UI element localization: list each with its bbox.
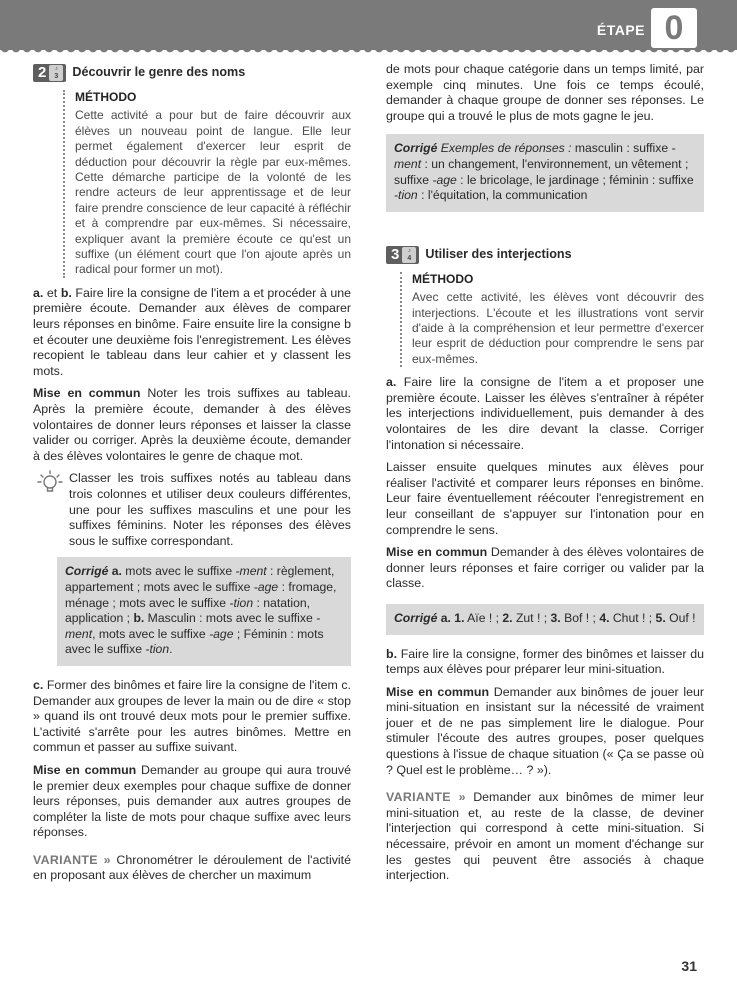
etape-number: 0 (651, 8, 697, 48)
corrige-box-3: Corrigé a. 1. Aïe ! ; 2. Zut ! ; 3. Bof ! ; 4. Chut ! ; 5. Ouf ! (386, 604, 704, 635)
paragraph-mise-en-commun-1: Mise en commun Noter les trois suffixes au tableau. Après la première écoute, demander à des élèves volontaires de donner leurs réponses et laisser la classe valider ou corriger. Après la deuxième écoute, demander à des élèves volontaires le genre de chaque mot. (33, 386, 352, 463)
tip-text: Classer les trois suffixes notés au tableau dans trois colonnes et utiliser deux couleurs différentes, une pour les suffixes masculins et une pour les suffixes féminins. Noter les réponses des élèves sous le suffixe correspondant. (69, 471, 351, 548)
right-column (386, 62, 704, 891)
variante-1: VARIANTE » Chronométrer le déroulement de l'activité en proposant aux élèves de chercher un maximum (33, 852, 352, 883)
methodo-text: Avec cette activité, les élèves vont découvrir des interjections. L'écoute et les illustrations vont servir d'aide à la compréhension et leur permettre d'exercer leur esprit de déduction pour comprendre le sens par eux-mêmes. (412, 290, 704, 366)
methodo-title: MÉTHODO (412, 271, 474, 286)
activity-3-number: 3 (391, 245, 400, 263)
paragraph-continued: de mots pour chaque catégorie dans un temps limité, par exemple cinq minutes. Une fois ce temps écoulé, demander à chaque groupe de donner ses réponses. Le groupe qui a trouvé le plus de mots gagne le jeu. (386, 62, 704, 123)
paragraph-c: c. Former des binômes et faire lire la consigne de l'item c. Demander aux groupes de lever la main ou de dire « stop » quand ils ont trouvé deux mots pour le premier suffixe. L'activité s'arrête pour les autres binômes. Mettre en commun et passer au suffixe suivant. (33, 677, 351, 755)
activity-2-number: 2 (38, 64, 47, 82)
track-number: 4 (407, 254, 412, 262)
methodo-box-3 (400, 272, 704, 367)
methodo-title: MÉTHODO (75, 90, 137, 104)
lightbulb-icon (33, 469, 65, 497)
paragraph-laisser: Laisser ensuite quelques minutes aux élèves pour réaliser l'activité et comparer leurs réponses en binôme. Leur faire éventuellement réécouter l'enregistrement en leur conseillant de s'appuyer sur l'intonation pour en comprendre le sens. (386, 460, 704, 537)
methodo-text: Cette activité a pour but de faire découvrir aux élèves un nouveau point de langue. Elle leur permet également d'exercer leur esprit de déduction pour découvrir la règle par eux-mêmes. Cette démarche participe de la volonté de les rendre acteurs de leur apprentissage et de leur faire prendre conscience de leur capacité à réfléchir et à comprendre par eux-mêmes. Si nécessaire, expliquer avant la première écoute ce qu'est un suffixe (un élément court que l'on ajoute après un radical pour former un mot). (75, 108, 351, 277)
corrige-box-1: Corrigé a. mots avec le suffixe -ment : règlement, appartement ; mots avec le suffixe -age : fromage, ménage ; mots avec le suffixe -tion : natation, application ; b. Masculin : mots avec le suffixe -ment, mots avec le suffixe -age ; Féminin : mots avec le suffixe -tion. (57, 557, 351, 666)
methodo-box-2 (63, 90, 351, 278)
activity-3-badge (386, 246, 419, 264)
track-number: 3 (54, 73, 59, 80)
etape-label: ÉTAPE (596, 22, 645, 38)
audio-track-icon: ♪ 3 (49, 65, 63, 81)
paragraph-mise-en-commun-3: Mise en commun Demander à des élèves volontaires de donner leurs réponses et faire corriger ou valider par la classe. (386, 545, 704, 591)
paragraph-b: b. Faire lire la consigne, former des binômes et laisser du temps aux élèves pour préparer leur mini-situation. (386, 646, 704, 677)
left-column (33, 62, 351, 891)
paragraph-ab: a. et b. Faire lire la consigne de l'item a et procéder à une première écoute. Demander aux élèves de comparer leurs réponses en binôme. Faire ensuite lire la consigne b et écouter une deuxième fois l'enregistrement. Les élèves recopient le tableau dans leur cahier et y classent les mots. (33, 285, 352, 378)
activity-3-title: Utiliser des interjections (425, 246, 572, 261)
activity-3-heading (386, 246, 704, 264)
activity-2-badge (33, 64, 66, 82)
paragraph-mise-en-commun-2: Mise en commun Demander au groupe qui aura trouvé le premier deux exemples pour chaque suffixe de donner leurs réponses, puis demander aux autres groupes de compléter la liste de mots pour chaque suffixe avec leurs réponses. (33, 762, 351, 840)
activity-2-title: Découvrir le genre des noms (72, 65, 246, 80)
corrige-box-2: Corrigé Exemples de réponses : masculin : suffixe -ment : un changement, l'environnement, un vêtement ; suffixe -age : le bricolage, le jardinage ; féminin : suffixe -tion : l'équitation, la communication (386, 134, 704, 211)
header-band (0, 0, 737, 50)
tip-block (33, 471, 351, 549)
page-number: 31 (681, 958, 697, 974)
paragraph-mise-en-commun-4: Mise en commun Demander aux binômes de jouer leur mini-situation en insistant sur la nécessité de vraiment jouer et de ne pas simplement lire le dialogue. Pour stimuler l'écoute des autres groupes, poser quelques questions à l'issue de chaque situation (« Ça se passe où ? Quel est le problème… ? »). (386, 684, 704, 777)
variante-2: VARIANTE » Demander aux binômes de mimer leur mini-situation et, au reste de la classe, de deviner l'interjection qui correspond à cette mini-situation. Si nécessaire, prévoir en amont un moment d'échange sur les gestes qui peuvent être associés à chaque interjection. (386, 790, 704, 883)
paragraph-a: a. Faire lire la consigne de l'item a et proposer une première écoute. Laisser les élèves s'entraîner à répéter les interjections individuellement, puis demander à des volontaires de les dire devant la classe. Corriger l'intonation si nécessaire. (386, 375, 704, 452)
audio-track-icon: ♪ 4 (402, 247, 416, 263)
activity-2-heading (33, 64, 351, 82)
